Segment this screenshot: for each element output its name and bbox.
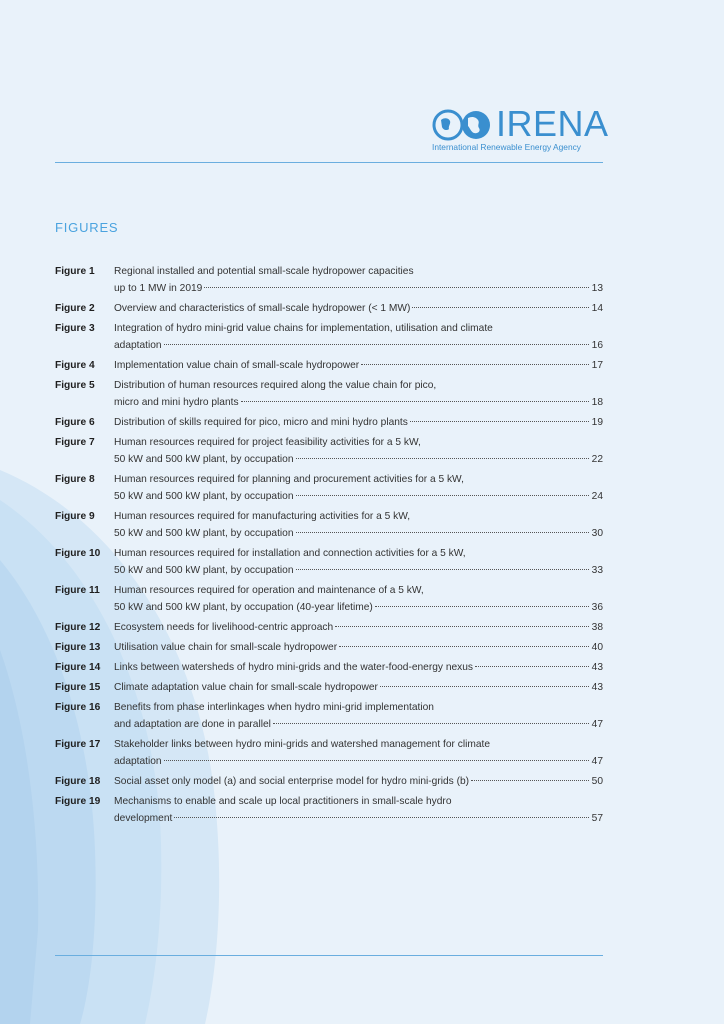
caption-last-line [114,619,603,636]
caption-line: Human resources required for operation and maintenance of a 5 kW, [114,585,424,596]
caption-line: Distribution of skills required for pico, micro and mini hydro plants [114,417,408,428]
caption-line: Overview and characteristics of small-scale hydropower (< 1 MW) [114,303,411,314]
caption-line: micro and mini hydro plants [114,397,239,408]
figure-label: Figure 4 [55,360,95,371]
toc-entry[interactable] [55,619,603,636]
page-number: 38 [591,622,603,633]
dot-leader [361,364,589,365]
caption-line: 50 kW and 500 kW plant, by occupation (40-year lifetime) [114,602,373,613]
page-number: 16 [591,340,603,351]
figure-caption [114,263,603,297]
toc-entry[interactable] [55,263,603,297]
caption-last-line [114,280,603,297]
caption-line: Human resources required for manufacturing activities for a 5 kW, [114,511,411,522]
toc-entry[interactable] [55,471,603,505]
toc-entry[interactable] [55,377,603,411]
dot-leader [164,344,589,345]
caption-last-line [114,659,603,676]
figure-caption [114,793,603,827]
page-number: 22 [591,454,603,465]
caption-line: 50 kW and 500 kW plant, by occupation [114,528,294,539]
irena-globe-icon [432,108,494,142]
page-number: 50 [591,776,603,787]
caption-last-line [114,753,603,770]
figure-label: Figure 10 [55,548,101,559]
dot-leader [296,458,589,459]
page-number: 57 [591,813,603,824]
caption-line: adaptation [114,756,162,767]
figure-caption [114,699,603,733]
figure-label: Figure 17 [55,739,101,750]
dot-leader [164,760,589,761]
figure-label: Figure 14 [55,662,101,673]
page-number: 33 [591,565,603,576]
caption-line: Regional installed and potential small-scale hydropower capacities [114,266,414,277]
irena-logo [432,103,609,154]
caption-line: Distribution of human resources required along the value chain for pico, [114,380,437,391]
logo-wordmark: IRENA [496,103,609,144]
caption-last-line [114,525,603,542]
logo-tagline: International Renewable Energy Agency [432,142,581,152]
page-number: 36 [591,602,603,613]
page-number: 43 [591,662,603,673]
toc-entry[interactable] [55,300,603,317]
dot-leader [174,817,589,818]
caption-line: 50 kW and 500 kW plant, by occupation [114,565,294,576]
toc-entry[interactable] [55,414,603,431]
figure-caption [114,659,603,676]
caption-last-line [114,300,603,317]
caption-line: Human resources required for planning and procurement activities for a 5 kW, [114,474,464,485]
figure-caption [114,320,603,354]
caption-line: adaptation [114,340,162,351]
caption-last-line [114,810,603,827]
caption-line: 50 kW and 500 kW plant, by occupation [114,491,294,502]
figure-caption [114,582,603,616]
figure-caption [114,300,603,317]
figure-label: Figure 1 [55,266,95,277]
dot-leader [296,532,589,533]
page-number: 40 [591,642,603,653]
figure-caption [114,434,603,468]
toc-entry[interactable] [55,639,603,656]
caption-line: Human resources required for project feasibility activities for a 5 kW, [114,437,421,448]
figure-caption [114,545,603,579]
figure-caption [114,619,603,636]
toc-entry[interactable] [55,773,603,790]
figure-label: Figure 6 [55,417,95,428]
caption-line: Integration of hydro mini-grid value chains for implementation, utilisation and climate [114,323,493,334]
caption-line: 50 kW and 500 kW plant, by occupation [114,454,294,465]
toc-entry[interactable] [55,679,603,696]
figure-caption [114,377,603,411]
caption-line: Social asset only model (a) and social enterprise model for hydro mini-grids (b) [114,776,470,787]
caption-line: Mechanisms to enable and scale up local practitioners in small-scale hydro [114,796,452,807]
dot-leader [296,569,589,570]
caption-line: Implementation value chain of small-scale hydropower [114,360,360,371]
page-number: 14 [591,303,603,314]
caption-last-line [114,773,603,790]
toc-entry[interactable] [55,699,603,733]
figure-label: Figure 13 [55,642,101,653]
toc-entry[interactable] [55,582,603,616]
page-number: 18 [591,397,603,408]
page-number: 30 [591,528,603,539]
caption-last-line [114,357,603,374]
figure-label: Figure 2 [55,303,95,314]
dot-leader [475,666,589,667]
caption-last-line [114,414,603,431]
figure-caption [114,736,603,770]
caption-last-line [114,394,603,411]
figures-list [55,263,603,830]
page-number: 13 [591,283,603,294]
toc-entry[interactable] [55,736,603,770]
figure-caption [114,471,603,505]
caption-last-line [114,562,603,579]
dot-leader [375,606,589,607]
caption-last-line [114,679,603,696]
figure-label: Figure 8 [55,474,95,485]
caption-line: development [114,813,173,824]
page-number: 17 [591,360,603,371]
dot-leader [471,780,589,781]
figure-caption [114,414,603,431]
dot-leader [412,307,589,308]
page-number: 47 [591,756,603,767]
toc-entry[interactable] [55,434,603,468]
dot-leader [380,686,589,687]
caption-line: Climate adaptation value chain for small-scale hydropower [114,682,378,693]
caption-line: Ecosystem needs for livelihood-centric approach [114,622,334,633]
toc-entry[interactable] [55,320,603,354]
caption-line: up to 1 MW in 2019 [114,283,203,294]
dot-leader [204,287,589,288]
dot-leader [410,421,589,422]
top-divider [55,162,603,163]
figure-label: Figure 9 [55,511,95,522]
caption-line: Utilisation value chain for small-scale hydropower [114,642,338,653]
caption-last-line [114,337,603,354]
caption-last-line [114,599,603,616]
figure-label: Figure 3 [55,323,95,334]
dot-leader [273,723,589,724]
figure-caption [114,639,603,656]
figure-label: Figure 15 [55,682,101,693]
caption-line: Links between watersheds of hydro mini-grids and the water-food-energy nexus [114,662,474,673]
caption-last-line [114,639,603,656]
page-number: 43 [591,682,603,693]
figure-label: Figure 18 [55,776,101,787]
section-title: FIGURES [55,220,119,235]
dot-leader [339,646,589,647]
figure-caption [114,773,603,790]
caption-line: Stakeholder links between hydro mini-grids and watershed management for climate [114,739,490,750]
caption-line: Human resources required for installation and connection activities for a 5 kW, [114,548,466,559]
figure-label: Figure 16 [55,702,101,713]
caption-last-line [114,716,603,733]
figure-label: Figure 12 [55,622,101,633]
figure-label: Figure 19 [55,796,101,807]
figure-caption [114,357,603,374]
toc-entry[interactable] [55,357,603,374]
dot-leader [335,626,589,627]
toc-entry[interactable] [55,793,603,827]
figure-caption [114,679,603,696]
page-number: 47 [591,719,603,730]
toc-entry[interactable] [55,545,603,579]
page-number: 24 [591,491,603,502]
toc-entry[interactable] [55,508,603,542]
page-number: 19 [591,417,603,428]
toc-entry[interactable] [55,659,603,676]
figure-label: Figure 11 [55,585,100,596]
caption-line: and adaptation are done in parallel [114,719,271,730]
figure-label: Figure 7 [55,437,95,448]
caption-last-line [114,488,603,505]
figure-caption [114,508,603,542]
caption-line: Benefits from phase interlinkages when hydro mini-grid implementation [114,702,434,713]
figure-label: Figure 5 [55,380,95,391]
dot-leader [241,401,589,402]
bottom-divider [55,955,603,956]
caption-last-line [114,451,603,468]
dot-leader [296,495,589,496]
